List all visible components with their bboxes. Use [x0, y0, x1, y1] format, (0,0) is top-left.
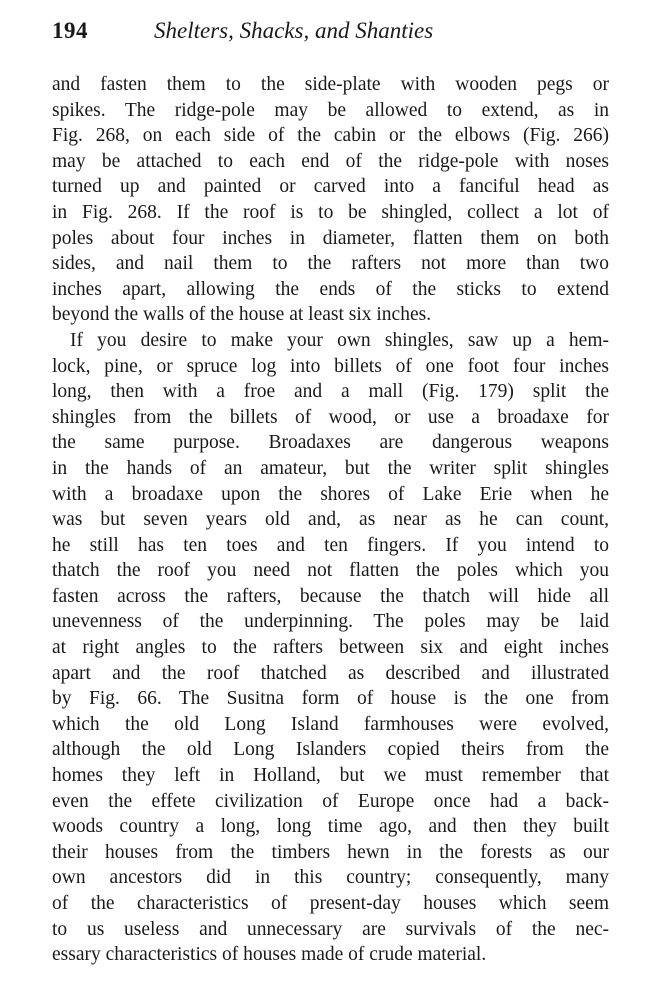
text-line: sides, and nail them to the rafters not more than two [52, 253, 609, 275]
text-line: shingles from the billets of wood, or use a broadaxe for [52, 406, 609, 428]
text-line: to us useless and unnecessary are survivals of the nec- [52, 918, 609, 940]
text-line: although the old Long Islanders copied theirs from the [52, 739, 609, 761]
text-line: apart and the roof thatched as described and illustrated [52, 662, 609, 684]
running-title: Shelters, Shacks, and Shanties [154, 18, 434, 43]
text-line: own ancestors did in this country; consequently, many [52, 867, 609, 889]
text-line: woods country a long, long time ago, and then they built [52, 816, 609, 838]
text-line: lock, pine, or spruce log into billets of one foot four inches [52, 355, 609, 377]
body-text [52, 72, 609, 968]
text-line: in the hands of an amateur, but the writer split shingles [52, 457, 609, 479]
text-line: unevenness of the underpinning. The poles may be laid [52, 611, 609, 633]
text-line: may be attached to each end of the ridge-pole with noses [52, 150, 609, 172]
text-line: in Fig. 268. If the roof is to be shingled, collect a lot of [52, 201, 609, 223]
paragraph [52, 328, 609, 968]
text-line: was but seven years old and, as near as he can count, [52, 509, 609, 531]
text-line: homes they left in Holland, but we must remember that [52, 765, 609, 787]
text-line: he still has ten toes and ten fingers. If you intend to [52, 534, 609, 556]
text-line: turned up and painted or carved into a fanciful head as [52, 176, 609, 198]
text-line: even the effete civilization of Europe once had a back- [52, 790, 609, 812]
text-line: of the characteristics of present-day houses which seem [52, 893, 609, 914]
paragraph [52, 72, 609, 328]
text-line: by Fig. 66. The Susitna form of house is the one from [52, 688, 609, 710]
text-line: inches apart, allowing the ends of the sticks to extend [52, 278, 609, 300]
page-header [52, 18, 612, 50]
text-line: which the old Long Island farmhouses were evolved, [52, 713, 609, 735]
text-line: at right angles to the rafters between six and eight inches [52, 637, 609, 659]
text-line: fasten across the rafters, because the thatch will hide all [52, 585, 609, 607]
text-line: spikes. The ridge-pole may be allowed to extend, as in [52, 99, 609, 121]
text-line: long, then with a froe and a mall (Fig. 179) split the [52, 381, 609, 403]
text-line: with a broadaxe upon the shores of Lake Erie when he [52, 483, 609, 505]
text-line: and fasten them to the side-plate with wooden pegs or [52, 74, 609, 95]
text-line: If you desire to make your own shingles, saw up a hem- [70, 329, 609, 351]
text-line: thatch the roof you need not flatten the poles which you [52, 560, 609, 582]
text-line: the same purpose. Broadaxes are dangerous weapons [52, 432, 609, 454]
text-line: poles about four inches in diameter, flatten them on both [52, 227, 609, 249]
page-number: 194 [52, 18, 88, 43]
text-line: Fig. 268, on each side of the cabin or the elbows (Fig. 266) [52, 125, 609, 147]
text-line: essary characteristics of houses made of crude material. [52, 944, 487, 966]
text-line: their houses from the timbers hewn in the forests as our [52, 841, 609, 863]
text-line: beyond the walls of the house at least six inches. [52, 304, 432, 326]
